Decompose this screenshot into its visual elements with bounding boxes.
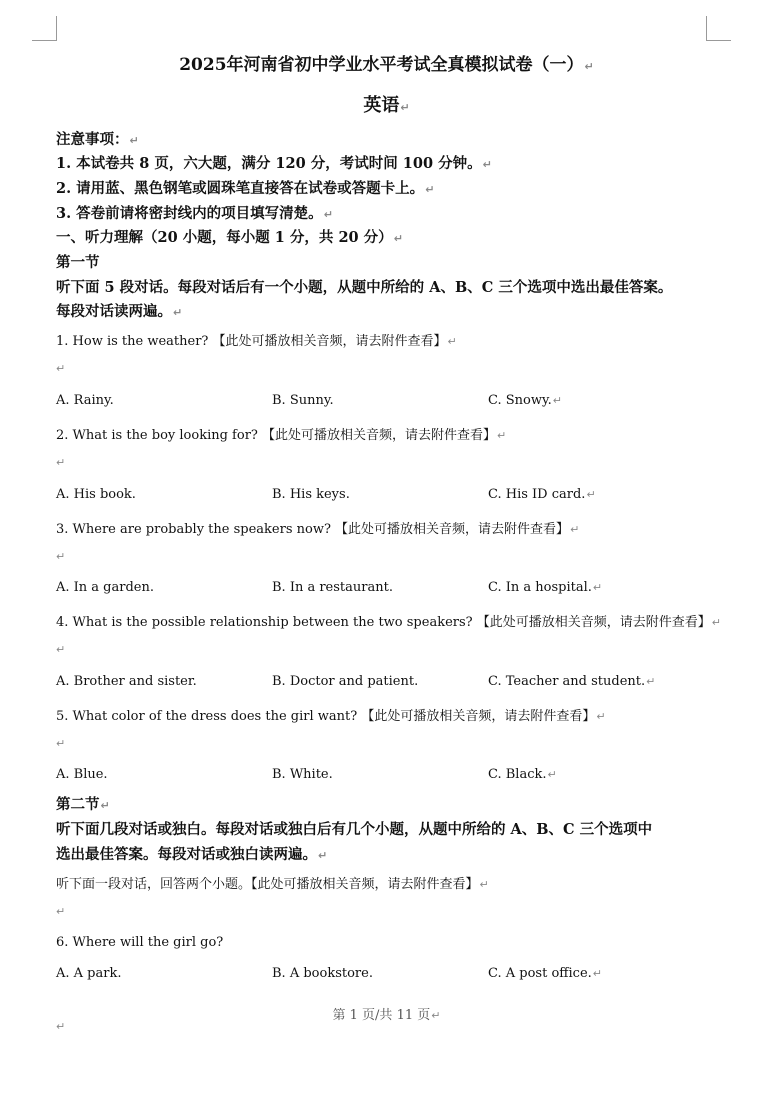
notes-heading: 注意事项：↵ [56,131,139,148]
option-b: B. Doctor and patient. [272,674,419,689]
option-a: A. His book. [56,487,136,502]
crop-mark-top-left [32,16,57,41]
paragraph-mark: ↵ [56,737,66,750]
option-b: B. In a restaurant. [272,580,393,595]
section2-heading: 第二节↵ [56,796,110,813]
paragraph-mark: ↵ [56,643,66,656]
exam-title: 2025年河南省初中学业水平考试全真模拟试卷（一）↵ [179,55,594,75]
section1-heading: 第一节 [56,254,100,271]
crop-mark-top-right [706,16,731,41]
note-item: 3. 答卷前请将密封线内的项目填写清楚。↵ [56,205,333,222]
paragraph-mark: ↵ [56,456,66,469]
question-6: 6. Where will the girl go? [56,935,224,950]
question-5: 5. What color of the dress does the girl want? 【此处可播放相关音频，请去附件查看】↵ [56,709,606,724]
option-a: A. In a garden. [56,580,154,595]
option-c: C. His ID card.↵ [488,487,596,502]
question-3: 3. Where are probably the speakers now? 【此处可播放相关音频，请去附件查看】↵ [56,522,580,537]
option-c: C. In a hospital.↵ [488,580,603,595]
page-footer: 第 1 页/共 11 页↵ [332,1008,441,1023]
question-1: 1. How is the weather? 【此处可播放相关音频，请去附件查看】↵ [56,334,457,349]
paragraph-mark: ↵ [56,905,66,918]
option-a: A. Brother and sister. [56,674,197,689]
option-c: C. Snowy.↵ [488,393,562,408]
option-b: B. Sunny. [272,393,334,408]
section1-instruction: 每段对话读两遍。↵ [56,303,183,320]
option-a: A. Rainy. [56,393,114,408]
question-4: 4. What is the possible relationship between the two speakers? 【此处可播放相关音频，请去附件查看】↵ [56,615,721,630]
option-b: B. White. [272,767,333,782]
question-2: 2. What is the boy looking for? 【此处可播放相关音频，请去附件查看】↵ [56,428,507,443]
section2-instruction: 听下面几段对话或独白。每段对话或独白后有几个小题，从题中所给的 A、B、C 三个选项中 [56,821,653,838]
option-b: B. A bookstore. [272,966,373,981]
section2-intro: 听下面一段对话，回答两个小题。【此处可播放相关音频，请去附件查看】↵ [56,877,489,892]
paragraph-mark: ↵ [56,362,66,375]
exam-subject: 英语↵ [363,95,410,116]
section1-instruction: 听下面 5 段对话。每段对话后有一个小题，从题中所给的 A、B、C 三个选项中选出最佳答案。 [56,279,673,296]
option-a: A. Blue. [56,767,108,782]
part1-heading: 一、听力理解（20 小题，每小题 1 分，共 20 分）↵ [56,229,403,246]
option-c: C. A post office.↵ [488,966,602,981]
option-c: C. Black.↵ [488,767,557,782]
paragraph-mark: ↵ [56,1020,66,1033]
note-item: 2. 请用蓝、黑色钢笔或圆珠笔直接答在试卷或答题卡上。↵ [56,180,435,197]
option-c: C. Teacher and student.↵ [488,674,656,689]
paragraph-mark: ↵ [56,550,66,563]
note-item: 1. 本试卷共 8 页，六大题，满分 120 分，考试时间 100 分钟。↵ [56,155,492,172]
option-a: A. A park. [56,966,122,981]
option-b: B. His keys. [272,487,350,502]
section2-instruction: 选出最佳答案。每段对话或独白读两遍。↵ [56,846,328,863]
